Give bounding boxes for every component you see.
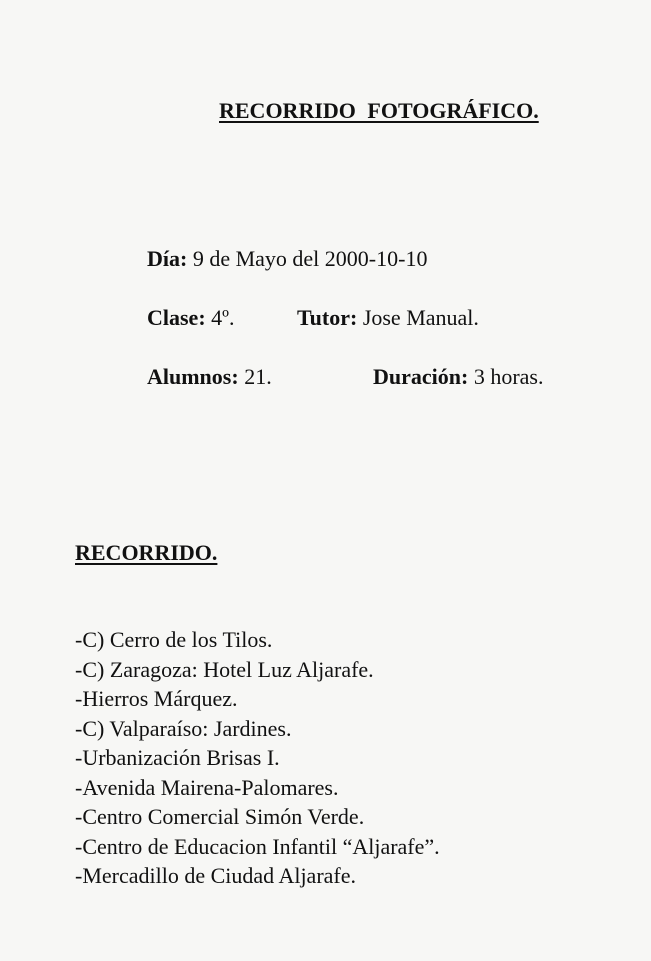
tutor-label: Tutor:: [297, 305, 358, 330]
students-row: [147, 364, 272, 390]
document-title: RECORRIDO FOTOGRÁFICO.: [219, 98, 539, 123]
route-item: -Urbanización Brisas I.: [75, 745, 280, 770]
route-item: -Mercadillo de Ciudad Aljarafe.: [75, 863, 357, 888]
route-item: -Hierros Márquez.: [75, 686, 238, 711]
route-item: -C) Valparaíso: Jardines.: [75, 715, 292, 741]
tutor-value: Jose Manual.: [362, 305, 479, 330]
route-item: -C) Zaragoza: Hotel Luz Aljarafe.: [75, 656, 374, 682]
class-label: Clase:: [147, 305, 206, 330]
route-list: [75, 625, 440, 891]
tutor-row: [297, 305, 479, 331]
students-value: 21.: [244, 364, 272, 389]
route-item: -Centro de Educacion Infantil “Aljarafe”.: [75, 833, 440, 859]
date-label: Día:: [147, 246, 188, 271]
route-item: -C) Cerro de los Tilos.: [75, 627, 273, 652]
route-section-title: RECORRIDO.: [75, 540, 218, 565]
class-value: 4º.: [211, 305, 235, 330]
duration-row: [373, 364, 543, 390]
class-row: [147, 305, 234, 331]
duration-value: 3 horas.: [473, 364, 544, 389]
route-item: -Avenida Mairena-Palomares.: [75, 774, 339, 800]
students-label: Alumnos:: [147, 364, 239, 389]
date-value: 9 de Mayo del 2000-10-10: [192, 246, 428, 271]
duration-label: Duración:: [373, 364, 469, 389]
date-row: [147, 246, 427, 272]
route-item: -Centro Comercial Simón Verde.: [75, 804, 365, 829]
